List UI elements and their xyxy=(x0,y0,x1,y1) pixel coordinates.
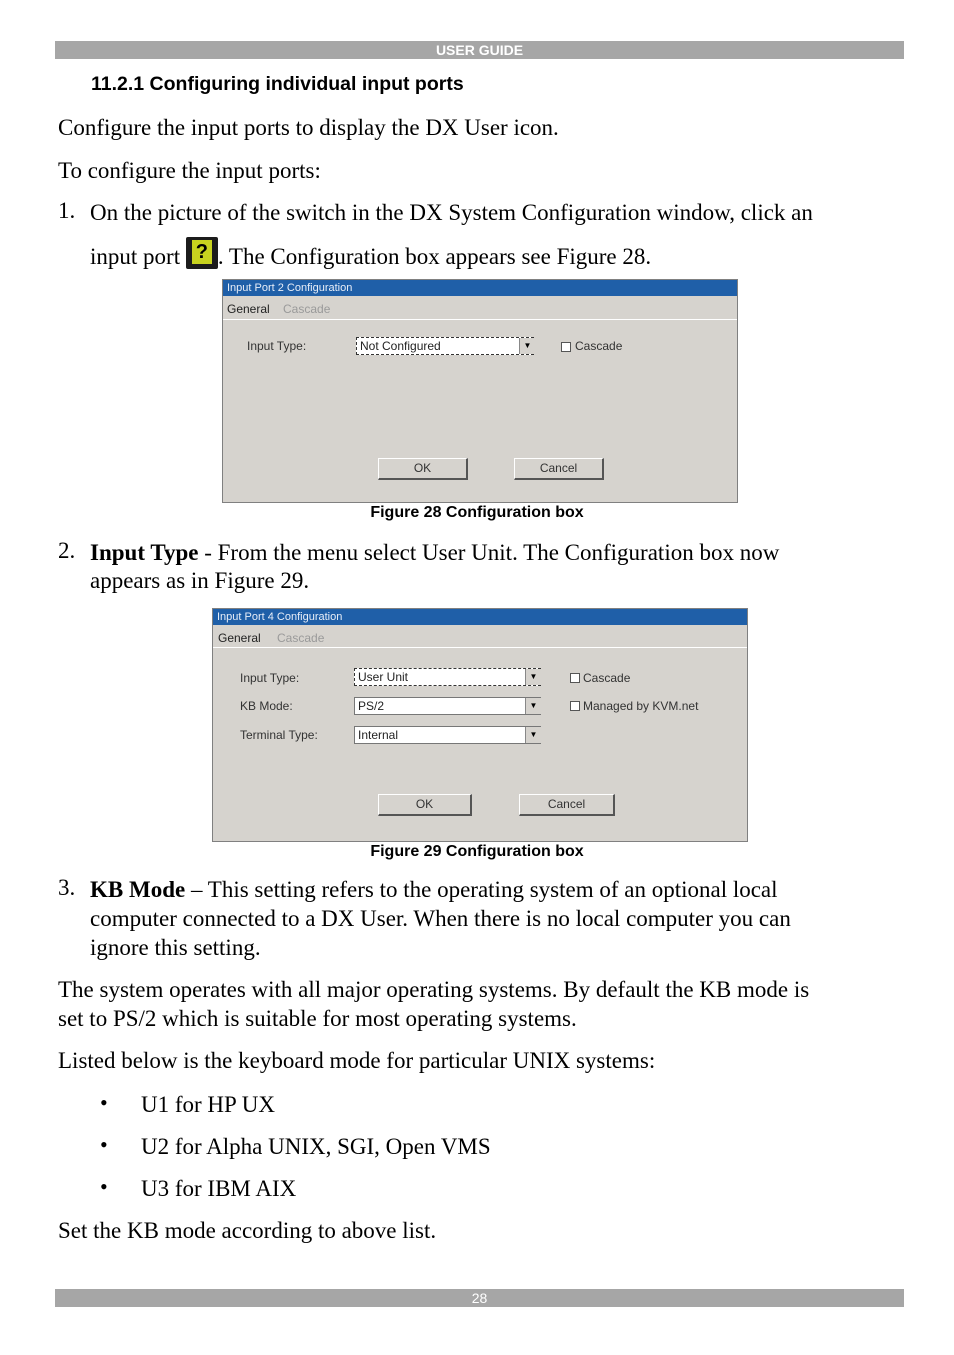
list-item: U1 for HP UX xyxy=(141,1092,275,1117)
step3-line1-rest: – This setting refers to the operating system of an optional local xyxy=(185,877,778,902)
step1-line2-after: . The Configuration box appears see Figure 28. xyxy=(217,244,652,269)
ok-button[interactable]: OK xyxy=(378,458,468,480)
cascade-label: Cascade xyxy=(583,671,631,685)
listed-below-text: Listed below is the keyboard mode for particular UNIX systems: xyxy=(58,1048,656,1073)
step1-line2 xyxy=(90,237,651,271)
chevron-down-icon[interactable]: ▼ xyxy=(525,727,541,743)
question-mark-icon xyxy=(186,237,218,269)
step1-line1: On the picture of the switch in the DX System Configuration window, click an xyxy=(90,200,813,225)
to-configure-text: To configure the input ports: xyxy=(58,158,321,183)
step3-line2: computer connected to a DX User. When there is no local computer you can xyxy=(90,906,791,931)
tab-general[interactable]: General xyxy=(218,631,261,645)
managed-checkbox[interactable] xyxy=(570,701,580,711)
intro-paragraph: Configure the input ports to display the DX User icon. xyxy=(58,115,559,140)
step3-bold: KB Mode xyxy=(90,877,186,902)
kb-mode-value: PS/2 xyxy=(358,699,385,713)
bullet-icon: • xyxy=(100,1090,108,1115)
tab-divider xyxy=(223,319,737,320)
step2-line1-rest: - From the menu select User Unit. The Configuration box now xyxy=(198,540,780,565)
chevron-down-icon[interactable]: ▼ xyxy=(525,669,541,685)
step2-line2: appears as in Figure 29. xyxy=(90,568,310,593)
step1-line2-before: input port xyxy=(90,244,181,269)
tab-general[interactable]: General xyxy=(227,302,270,316)
managed-label: Managed by KVM.net xyxy=(583,699,699,713)
terminal-type-value: Internal xyxy=(358,728,399,742)
list-item: U2 for Alpha UNIX, SGI, Open VMS xyxy=(141,1134,491,1159)
tab-cascade[interactable]: Cascade xyxy=(277,631,325,645)
kb-mode-select[interactable] xyxy=(354,697,541,715)
step1-number: 1. xyxy=(58,198,76,223)
cascade-checkbox[interactable] xyxy=(570,673,580,683)
input-type-label: Input Type: xyxy=(247,339,307,353)
ok-button[interactable]: OK xyxy=(378,794,472,816)
terminal-type-select[interactable] xyxy=(354,726,541,744)
section-heading: 11.2.1 Configuring individual input ports xyxy=(91,73,464,95)
step3-number: 3. xyxy=(58,875,76,900)
cascade-label: Cascade xyxy=(575,339,623,353)
cascade-checkbox[interactable] xyxy=(561,342,571,352)
cancel-button[interactable]: Cancel xyxy=(519,794,615,816)
chevron-down-icon[interactable]: ▼ xyxy=(525,698,541,714)
figure28-title: Input Port 2 Configuration xyxy=(223,280,737,296)
bullet-icon: • xyxy=(100,1132,108,1157)
page-number: 28 xyxy=(471,1290,488,1306)
question-mark-glyph: ? xyxy=(192,240,212,264)
input-type-select[interactable] xyxy=(356,337,534,355)
step2-line1 xyxy=(90,538,779,567)
step2-number: 2. xyxy=(58,538,76,563)
figure29-dialog xyxy=(212,608,748,842)
input-type-select[interactable] xyxy=(354,668,541,686)
footer-bar xyxy=(55,1289,904,1307)
bullet-icon: • xyxy=(100,1174,108,1199)
header-label: USER GUIDE xyxy=(435,42,524,58)
input-type-label: Input Type: xyxy=(240,671,300,685)
list-item: U3 for IBM AIX xyxy=(141,1176,297,1201)
step3-line3: ignore this setting. xyxy=(90,935,261,960)
system-paragraph-line1: The system operates with all major operating systems. By default the KB mode is xyxy=(58,977,810,1002)
figure29-title: Input Port 4 Configuration xyxy=(213,609,747,625)
cancel-button[interactable]: Cancel xyxy=(514,458,604,480)
tab-divider xyxy=(213,647,747,648)
terminal-type-label: Terminal Type: xyxy=(240,728,318,742)
tab-cascade[interactable]: Cascade xyxy=(283,302,331,316)
system-paragraph-line2: set to PS/2 which is suitable for most operating systems. xyxy=(58,1006,577,1031)
figure28-dialog xyxy=(222,279,738,503)
header-bar xyxy=(55,41,904,59)
chevron-down-icon[interactable]: ▼ xyxy=(519,338,535,354)
figure28-caption: Figure 28 Configuration box xyxy=(370,504,584,521)
closing-text: Set the KB mode according to above list. xyxy=(58,1218,437,1243)
kb-mode-label: KB Mode: xyxy=(240,699,293,713)
step2-bold: Input Type xyxy=(90,540,199,565)
step3-line1 xyxy=(90,875,778,904)
input-type-value: User Unit xyxy=(358,670,409,684)
figure29-caption: Figure 29 Configuration box xyxy=(370,843,584,860)
input-type-value: Not Configured xyxy=(360,339,441,353)
